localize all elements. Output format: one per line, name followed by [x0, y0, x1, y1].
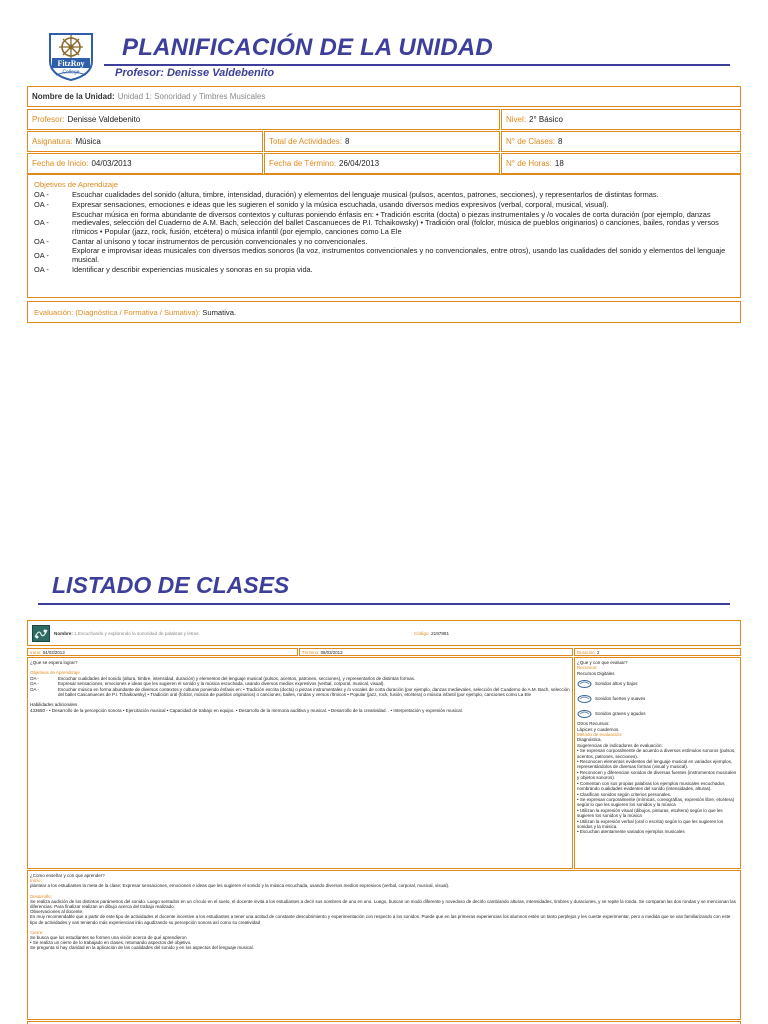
indicator-item: • Escuchan atentamente variados ejemplos musicales — [577, 829, 685, 835]
objective-item: OA - Escuchar música en forma abundante de diversos contextos y culturas poniendo énfasis en: • Tradición escrita (docta) o piezas instrumentales y /o vocales de corta duración (por ejemplo, danzas medievales, selección del Cuaderno de A.M. Bach, selección del ballet Cascanueces de P.I. Tchaikowsky) • Tradición oral (folclor, música de pueblos originarios) o canciones, bailes, rondas y versos rítmicos • Popular (jazz, rock, fusión, etcétera) o música infantil (por ejemplo, canciones como La Ele — [34, 209, 719, 236]
activities-field — [264, 131, 500, 152]
page-title: PLANIFICACIÓN DE LA UNIDAD — [122, 34, 493, 61]
hours-label: N° de Horas: — [506, 159, 552, 168]
svg-text:College: College — [62, 69, 80, 76]
objectives-box — [27, 174, 741, 298]
desarrollo-label: Desarrollo: — [30, 893, 52, 899]
digital-resource-item[interactable]: Sonidos graves y agudos — [577, 706, 738, 721]
activities-label: Total de Actividades: — [269, 137, 342, 146]
indicators-heading: Sugerencias de indicadores de evaluación: — [577, 742, 663, 748]
audio-resource-icon — [577, 694, 592, 704]
goals-question: ¿Que se espera lograr? — [30, 660, 78, 665]
hours-value: 18 — [554, 159, 564, 168]
other-resources-heading: Otros Recursos: — [577, 721, 610, 727]
unit-name-row — [27, 86, 741, 107]
level-value: 2° Básico — [529, 115, 563, 124]
class-objectives-heading: Objetivos de Aprendizaje — [30, 670, 80, 676]
evaluation-row — [27, 301, 741, 323]
teaching-question: ¿Como enseñar y con que aprender? — [30, 873, 105, 878]
class-duration: Duración: 2 — [574, 648, 741, 656]
subject-field — [27, 131, 263, 152]
objective-item: OA - Expresar sensaciones, emociones e ideas que les sugieren el sonido y la música escuchada, usando diversos medios expresivos (verbal, corporal, musical, visual). — [34, 199, 609, 209]
activities-value: 8 — [344, 137, 350, 146]
cierre-line: • Se realiza un cierre de lo trabajado en clases, retomando aspectos del objetivo. — [30, 940, 192, 946]
fitzroy-college-logo — [46, 31, 96, 81]
cierre-label: Cierre: — [30, 929, 44, 935]
digital-resource-item[interactable]: Sonidos fuertes y suaves — [577, 691, 738, 706]
inicio-text: plantear a los estudiantes la meta de la clase; Expresar sensaciones, emociones e ideas que les sugieren el sonido y la música escuchada, usando diversos medios expresivos (verbal, corporal, musical, visual). — [30, 883, 450, 889]
method-value: Diagnóstica. — [577, 737, 602, 743]
classes-label: N° de Clases: — [506, 137, 555, 146]
class-teaching-panel — [27, 870, 741, 1020]
evaluation-value: Sumativa. — [202, 307, 237, 317]
teacher-field — [27, 109, 500, 130]
evaluation-question: ¿Que y con que evaluar? — [577, 660, 628, 665]
observaciones-text: Es muy recomendable que a partir de este tipo de actividades el docente incentive a los estudiantes a tener una actitud de constante descubrimiento y experimentación con respecto a los sonidos. Puede que en las primeras experiencias los alumnos estén un tanto perplejos y les cueste experimentar, pero a medida que se van familiarizando con este tipo de actividades y van teniendo más experiencias irán agudizando su percepción sonora así como su creatividad — [30, 914, 731, 925]
skills-heading: Habilidades adicionales — [30, 702, 78, 708]
method-heading: Método de evaluación: — [577, 732, 623, 738]
classes-field — [501, 131, 741, 152]
class-goals-panel — [27, 657, 573, 869]
end-date-label: Fecha de Término: — [269, 159, 336, 168]
unit-name-value: Unidad 1: Sonoridad y Timbres Musicales — [117, 92, 266, 101]
svg-text:FitzRoy: FitzRoy — [57, 59, 85, 68]
indicator-item: • Utilizan la expresión visual (dibujos, pinturas, etcétera) según lo que les sugieren los sonidos y la música — [577, 807, 723, 819]
class-end-date: Término: 08/03/2013 — [299, 648, 573, 656]
class-list-title: LISTADO DE CLASES — [52, 572, 290, 598]
end-date-field — [264, 153, 500, 174]
indicator-item: • Clasifican sonidos según criterios personales. — [577, 791, 672, 797]
unit-name-label: Nombre de la Unidad: — [32, 92, 115, 101]
class-list-divider — [38, 603, 730, 605]
classes-value: 8 — [558, 137, 563, 146]
inicio-label: Inicio: — [30, 878, 42, 884]
end-date-value: 26/04/2013 — [339, 159, 380, 168]
cierre-line: Se busca que los estudiantes se formen una visión acerca de qué aprendieron — [30, 935, 187, 941]
audio-resource-icon — [577, 709, 592, 719]
teacher-label: Profesor: — [32, 115, 65, 124]
class-objective-item: OA - Expresar sensaciones, emociones e ideas que les sugieren el sonido y la música escuchada, usando diversos medios expresivos (verbal, corporal, musical, visual). — [30, 681, 385, 687]
objectives-heading: Objetivos de Aprendizaje — [34, 180, 119, 189]
resources-heading: Recursos: — [577, 665, 598, 671]
desarrollo-text: Se realiza audición de los distintos parámetros del sonido. Luego sentados en un círculo en el suelo, el docente invita a los estudiantes a decir sus nombres de uno en uno. Luego, buscan un modo diferente y novedoso de decirlo cambiando alturas, intensidades, timbres y duraciones, y se repite la ronda. Se comparan las dos rondas y se mencionan las diferencias. Para finalizar realizan un dibujo acerca del trabajo realizado. — [30, 898, 736, 910]
class-code: Código: 2197891 — [414, 631, 450, 636]
class-objective-item: OA - Escuchar cualidades del sonido (altura, timbre, intensidad, duración) y elementos del lenguaje musical (pulsos, acentos, patrones, secciones), y representarlos de distintas formas. — [30, 675, 416, 681]
hours-field — [501, 153, 741, 174]
teacher-value: Denisse Valdebenito — [67, 115, 141, 124]
cierre-line: Se pregunta si hay claridad en la aplicación de las cualidades del sonido y en los aspectos del lenguaje musical. — [30, 945, 254, 951]
skills-text: 433650 - • Desarrollo de la percepción sonora • Ejercitación musical • Capacidad de trabajo en equipo. • Desarrollo de la memoria auditiva y musical. • Desarrollo de la creatividad. . • Interpretación y expresión musical. — [30, 707, 463, 713]
class-header — [27, 620, 741, 646]
class-start-date: Inicio: 04/03/2013 — [27, 648, 298, 656]
start-date-label: Fecha de Inicio: — [32, 159, 89, 168]
class-evaluation-panel — [574, 657, 741, 869]
start-date-value: 04/03/2013 — [91, 159, 132, 168]
indicator-item: • Utilizan la expresión verbal (oral o escrita) según lo que les sugieren los sonidos y la música. — [577, 818, 724, 829]
level-label: Nivel: — [506, 115, 527, 124]
class-name: Nombre: 1.Escuchando y explorando la sonoridad de palabras y letras. — [54, 631, 200, 636]
start-date-field — [27, 153, 263, 174]
audio-resource-icon — [577, 679, 592, 689]
evaluation-label: Evaluación: (Diagnóstica / Formativa / Sumativa): — [34, 307, 201, 317]
class-thumbnail-icon — [32, 625, 50, 642]
indicator-item: • Se expresan corporalmente (mímicas, coreografías, expresión libre, etcétera) según lo que les sugieren los sonidos y la música — [577, 796, 735, 808]
level-field — [501, 109, 741, 130]
other-resources-value: Lápices y cuadernos. — [577, 726, 620, 732]
observaciones-label: Observaciones al docente. — [30, 909, 84, 915]
digital-resources-heading: Recursos Digitales — [577, 670, 615, 676]
objective-item: OA - Escuchar cualidades del sonido (altura, timbre, intensidad, duración) y elementos del lenguaje musical (pulsos, acentos, patrones, secciones), y representarlos de distintas formas. — [34, 190, 659, 199]
indicator-item: • Se expresan corporalmente de acuerdo a diversos estímulos sonoros (pulsos, acentos, patrones, secciones). — [577, 748, 736, 759]
indicator-item: • Comentan con sus propias palabras los ejemplos musicales escuchados nombrando cualidades evidentes del sonido (intensidades, alturas). — [577, 780, 725, 792]
digital-resource-item[interactable]: Sonidos altos y bajos — [577, 676, 738, 691]
subject-label: Asignatura: — [32, 137, 73, 146]
indicator-item: • Reconocen y diferencian sonidos de diversas fuentes (instrumentos musicales y objetos sonoros). — [577, 769, 737, 781]
objective-item: OA - Identificar y describir experiencias musicales y sonoras en su propia vida. — [34, 264, 313, 274]
class-objective-item: OA - Escuchar música en forma abundante de diversos contextos y culturas poniendo énfasis en: • Tradición escrita (docta) o piezas instrumentales y /o vocales de corta duración (por ejemplo, danzas medievales, selección del Cuaderno de A.M. Bach, selección del ballet Cascanueces de P.I. Tchaikowsky) • Tradición oral (folclor, música de pueblos originarios) o canciones, bailes, rondas y versos rítmicos • Popular (jazz, rock, fusión, etcétera) o música infantil (por ejemplo, canciones como La Ele — [30, 686, 570, 698]
indicator-item: • Reconocen elementos evidentes del lenguaje musical en variados ejemplos, representándolos de diversas formas (visual y musical). — [577, 759, 733, 770]
objective-item: OA - Cantar al unísono y tocar instrumentos de percusión convencionales y no convencionales. — [34, 236, 368, 246]
teacher-subtitle: Profesor: Denisse Valdebenito — [115, 67, 275, 79]
title-divider — [104, 64, 730, 66]
objective-item: OA - Explorar e improvisar ideas musicales con diversos medios sonoros (la voz, instrumentos convencionales y no convencionales, entre otros), usando las cualidades del sonido y elementos del lenguaje musical. — [34, 246, 726, 264]
subject-value: Música — [75, 137, 101, 146]
